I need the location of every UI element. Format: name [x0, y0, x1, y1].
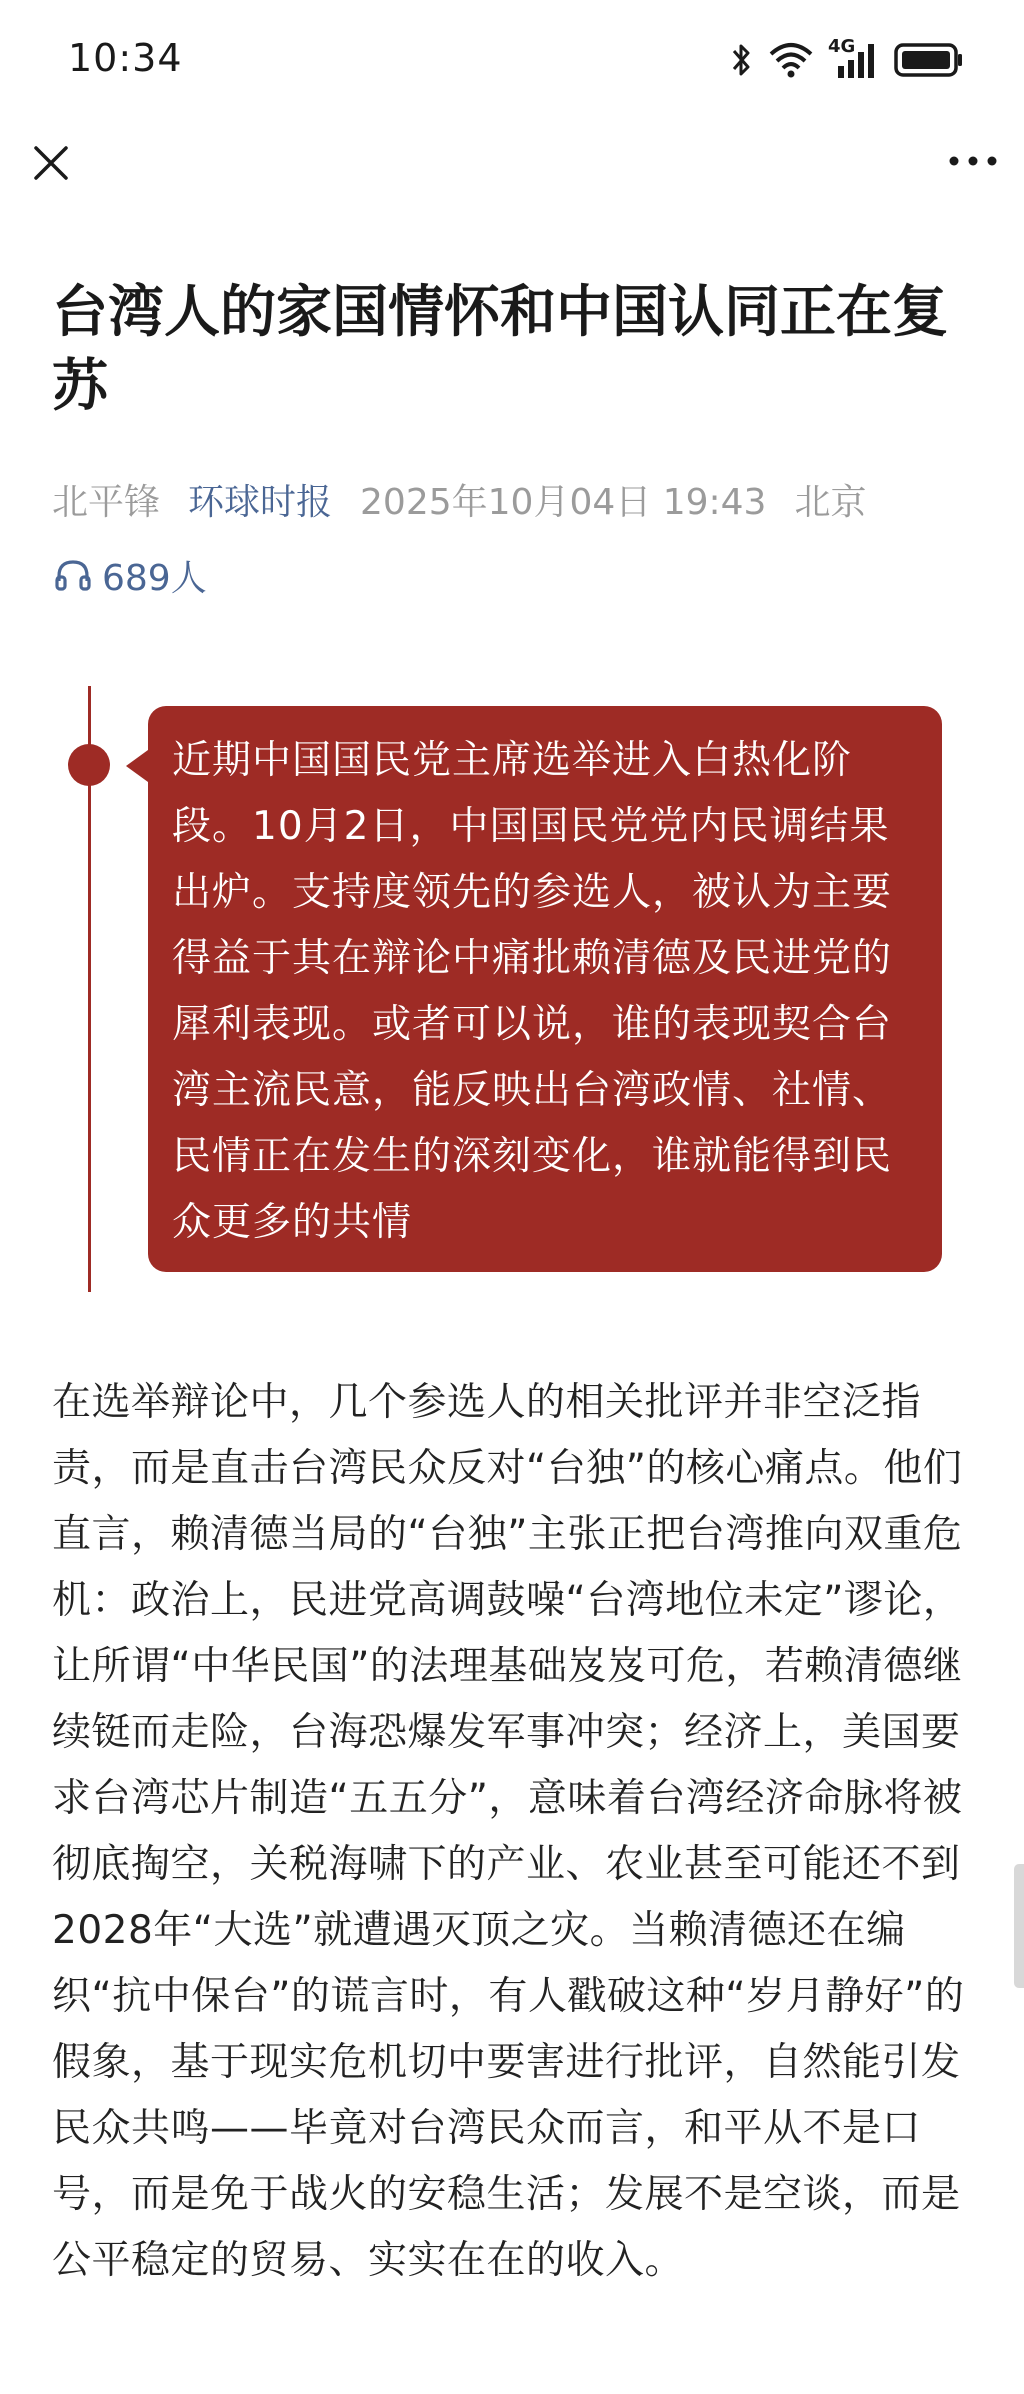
article-author: 北平锋 — [52, 481, 161, 523]
wifi-icon — [768, 42, 814, 78]
more-icon[interactable] — [948, 148, 998, 174]
listener-count: 689人 — [102, 557, 207, 599]
nav-bar — [0, 124, 1024, 210]
article-source-link[interactable]: 环球时报 — [188, 481, 333, 523]
close-icon[interactable] — [28, 140, 74, 186]
signal-icon — [828, 36, 880, 80]
article-body-paragraph: 在选举辩论中，几个参选人的相关批评并非空泛指责，而是直击台湾民众反对“台独”的核心痛点。他们直言，赖清德当局的“台独”主张正把台湾推向双重危机：政治上，民进党高调鼓噪“台湾地位未定”谬论，让所谓“中华民国”的法理基础岌岌可危，若赖清德继续铤而走险，台海恐爆发军事冲突；经济上，美国要求台湾芯片制造“五五分”，意味着台湾经济命脉将被彻底掏空，关税海啸下的产业、农业甚至可能还不到2028年“大选”就遭遇灭顶之灾。当赖清德还在编织“抗中保台”的谎言时，有人戳破这种“岁月静好”的假象，基于现实危机切中要害进行批评，自然能引发民众共鸣——毕竟对台湾民众而言，和平从不是口号，而是免于战火的安稳生活；发展不是空谈，而是公平稳定的贸易、实实在在的收入。 — [52, 1380, 965, 2283]
summary-quote-box — [148, 706, 942, 1272]
article-date: 2025年10月04日 19:43 — [360, 481, 767, 523]
headphones-icon — [54, 557, 92, 593]
network-type-label: 4G — [828, 36, 856, 57]
article-meta — [52, 472, 894, 526]
timeline-dot — [68, 744, 110, 786]
quote-bubble-tail — [126, 750, 148, 782]
listen-button[interactable] — [54, 548, 207, 602]
status-icons — [730, 38, 964, 82]
summary-text: 近期中国国民党主席选举进入白热化阶段。10月2日，中国国民党党内民调结果出炉。支持度领先的参选人，被认为主要得益于其在辩论中痛批赖清德及民进党的犀利表现。或者可以说，谁的表现契合台湾主流民意，能反映出台湾政情、社情、民情正在发生的深刻变化，谁就能得到民众更多的共情 — [172, 738, 893, 1245]
bluetooth-icon — [730, 41, 754, 79]
status-bar — [0, 0, 1024, 124]
scrollbar-thumb[interactable] — [1014, 1864, 1024, 1988]
article-location: 北京 — [794, 481, 867, 523]
battery-icon — [894, 42, 964, 78]
article-title: 台湾人的家国情怀和中国认同正在复苏 — [52, 280, 948, 420]
status-time: 10:34 — [68, 36, 183, 80]
